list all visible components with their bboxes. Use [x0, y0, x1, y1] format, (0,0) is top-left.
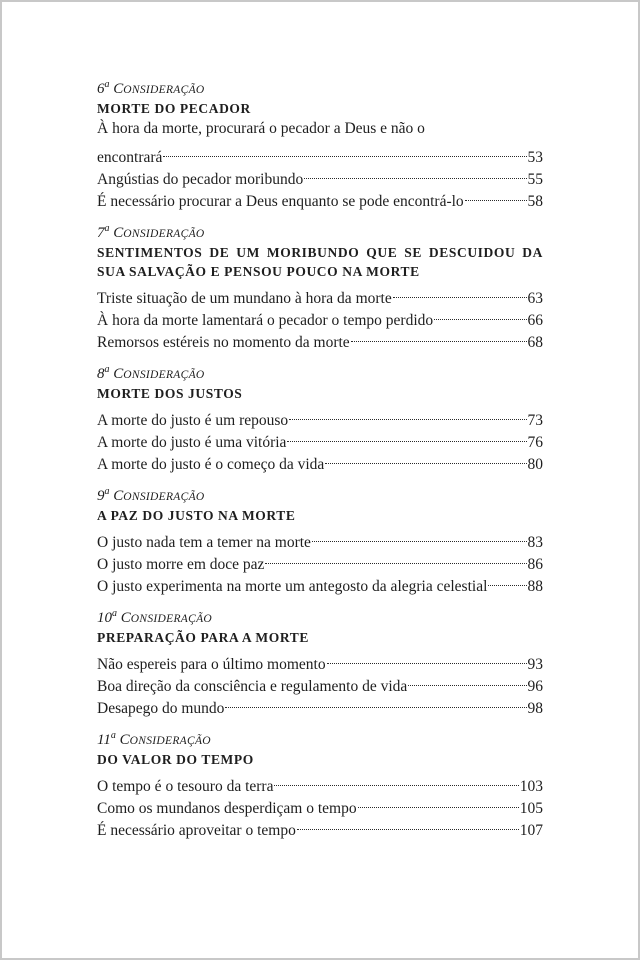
- entry-page-number: 76: [527, 434, 543, 451]
- dot-leader: [434, 303, 526, 325]
- entry-label: Triste situação de um mundano à hora da morte: [97, 290, 392, 307]
- heading-ordinal-superscript: a: [104, 364, 110, 375]
- toc-section: [97, 79, 543, 210]
- heading-initial-capital: C: [113, 225, 124, 241]
- entry-page-number: 55: [527, 171, 543, 188]
- toc-entry[interactable]: [97, 525, 543, 551]
- heading-ordinal-superscript: a: [104, 223, 110, 234]
- heading-initial-capital: C: [113, 81, 124, 97]
- dot-leader: [408, 669, 526, 691]
- entry-page-number: 83: [527, 534, 543, 551]
- heading-small-caps: ONSIDERAÇÃO: [129, 735, 211, 747]
- entry-label: A morte do justo é um repouso: [97, 412, 289, 429]
- section-heading: [97, 224, 543, 243]
- entry-page-number: 63: [527, 290, 543, 307]
- entry-label: Remorsos estéreis no momento da morte: [97, 334, 350, 351]
- toc-entry[interactable]: [97, 281, 543, 307]
- dot-leader: [297, 813, 519, 835]
- heading-small-caps: ONSIDERAÇÃO: [130, 613, 212, 625]
- toc-entry[interactable]: [97, 403, 543, 429]
- entry-row: [97, 525, 543, 551]
- entry-page-number: 107: [519, 822, 543, 839]
- section-title: SENTIMENTOS DE UM MORIBUNDO QUE SE DESCUIDOU DA SUA SALVAÇÃO E PENSOU POUCO NA MORTE: [97, 245, 543, 279]
- toc-section: [97, 486, 543, 595]
- dot-leader: [312, 525, 527, 547]
- entry-label: É necessário aproveitar o tempo: [97, 822, 296, 839]
- heading-ordinal-number: 7: [97, 225, 105, 241]
- entry-page-number: 103: [519, 778, 543, 795]
- entry-label: Desapego do mundo: [97, 700, 225, 717]
- heading-ordinal-superscript: a: [104, 79, 110, 90]
- section-heading: [97, 80, 543, 99]
- section-title: MORTE DO PECADOR: [97, 101, 251, 116]
- entry-page-number: 73: [527, 412, 543, 429]
- toc-entry[interactable]: [97, 647, 543, 673]
- heading-ordinal-number: 9: [97, 488, 105, 504]
- entry-label-line1: À hora da morte, procurará o pecador a Deus e não o: [97, 120, 425, 137]
- entry-label: encontrará: [97, 149, 163, 166]
- table-of-contents: [97, 79, 543, 839]
- entry-page-number: 96: [527, 678, 543, 695]
- dot-leader: [304, 162, 526, 184]
- heading-small-caps: ONSIDERAÇÃO: [123, 84, 205, 96]
- entry-row: [97, 281, 543, 307]
- heading-ordinal-number: 11: [97, 732, 111, 748]
- dot-leader: [289, 403, 526, 425]
- entry-page-number: 105: [519, 800, 543, 817]
- section-heading: [97, 609, 543, 628]
- dot-leader: [351, 325, 527, 347]
- heading-ordinal-number: 10: [97, 610, 112, 626]
- entry-page-number: 80: [527, 456, 543, 473]
- entry-label: Como os mundanos desperdiçam o tempo: [97, 800, 357, 817]
- dot-leader: [274, 769, 518, 791]
- entry-row: [97, 140, 543, 166]
- section-title: A PAZ DO JUSTO NA MORTE: [97, 508, 296, 523]
- heading-initial-capital: C: [119, 732, 130, 748]
- dot-leader: [465, 184, 527, 206]
- toc-section: [97, 608, 543, 717]
- entry-label: O justo nada tem a temer na morte: [97, 534, 311, 551]
- entry-row: [97, 769, 543, 795]
- heading-initial-capital: C: [113, 488, 124, 504]
- toc-section: [97, 223, 543, 351]
- dot-leader: [393, 281, 527, 303]
- heading-small-caps: ONSIDERAÇÃO: [123, 369, 205, 381]
- dot-leader: [488, 569, 526, 591]
- entry-page-number: 98: [527, 700, 543, 717]
- entry-label: Angústias do pecador moribundo: [97, 171, 304, 188]
- entry-label: À hora da morte lamentará o pecador o tempo perdido: [97, 312, 434, 329]
- dot-leader: [358, 791, 519, 813]
- toc-entry[interactable]: [97, 162, 543, 188]
- entry-label: A morte do justo é o começo da vida: [97, 456, 325, 473]
- entry-label: O justo morre em doce paz: [97, 556, 265, 573]
- heading-ordinal-number: 8: [97, 366, 105, 382]
- heading-small-caps: ONSIDERAÇÃO: [123, 228, 205, 240]
- entry-row: [97, 403, 543, 429]
- entry-page-number: 93: [527, 656, 543, 673]
- dot-leader: [325, 447, 526, 469]
- toc-entry[interactable]: [97, 118, 543, 166]
- entry-row: [97, 162, 543, 188]
- heading-ordinal-number: 6: [97, 81, 105, 97]
- heading-ordinal-superscript: a: [104, 486, 110, 497]
- entry-label: É necessário procurar a Deus enquanto se pode encontrá-lo: [97, 193, 464, 210]
- entry-page-number: 58: [527, 193, 543, 210]
- heading-ordinal-superscript: a: [112, 608, 117, 619]
- section-title: MORTE DOS JUSTOS: [97, 386, 243, 401]
- dot-leader: [327, 647, 527, 669]
- toc-section: [97, 364, 543, 473]
- entry-label: O tempo é o tesouro da terra: [97, 778, 274, 795]
- dot-leader: [225, 691, 526, 713]
- toc-entry[interactable]: [97, 769, 543, 795]
- entry-page-number: 88: [527, 578, 543, 595]
- heading-initial-capital: C: [113, 366, 124, 382]
- entry-row: [97, 647, 543, 673]
- heading-initial-capital: C: [120, 610, 131, 626]
- entry-label: A morte do justo é uma vitória: [97, 434, 287, 451]
- entry-page-number: 66: [527, 312, 543, 329]
- entry-page-number: 68: [527, 334, 543, 351]
- entry-page-number: 86: [527, 556, 543, 573]
- section-heading: [97, 487, 543, 506]
- section-heading: [97, 365, 543, 384]
- section-title: PREPARAÇÃO PARA A MORTE: [97, 630, 309, 645]
- heading-small-caps: ONSIDERAÇÃO: [123, 491, 205, 503]
- entry-label: Boa direção da consciência e regulamento de vida: [97, 678, 408, 695]
- dot-leader: [265, 547, 526, 569]
- toc-section: [97, 730, 543, 839]
- section-title: DO VALOR DO TEMPO: [97, 752, 254, 767]
- entry-page-number: 53: [527, 149, 543, 166]
- entry-label: Não espereis para o último momento: [97, 656, 326, 673]
- heading-ordinal-superscript: a: [110, 730, 116, 741]
- dot-leader: [287, 425, 526, 447]
- entry-label: O justo experimenta na morte um antegosto da alegria celestial: [97, 578, 488, 595]
- dot-leader: [163, 140, 526, 162]
- section-heading: [97, 731, 543, 750]
